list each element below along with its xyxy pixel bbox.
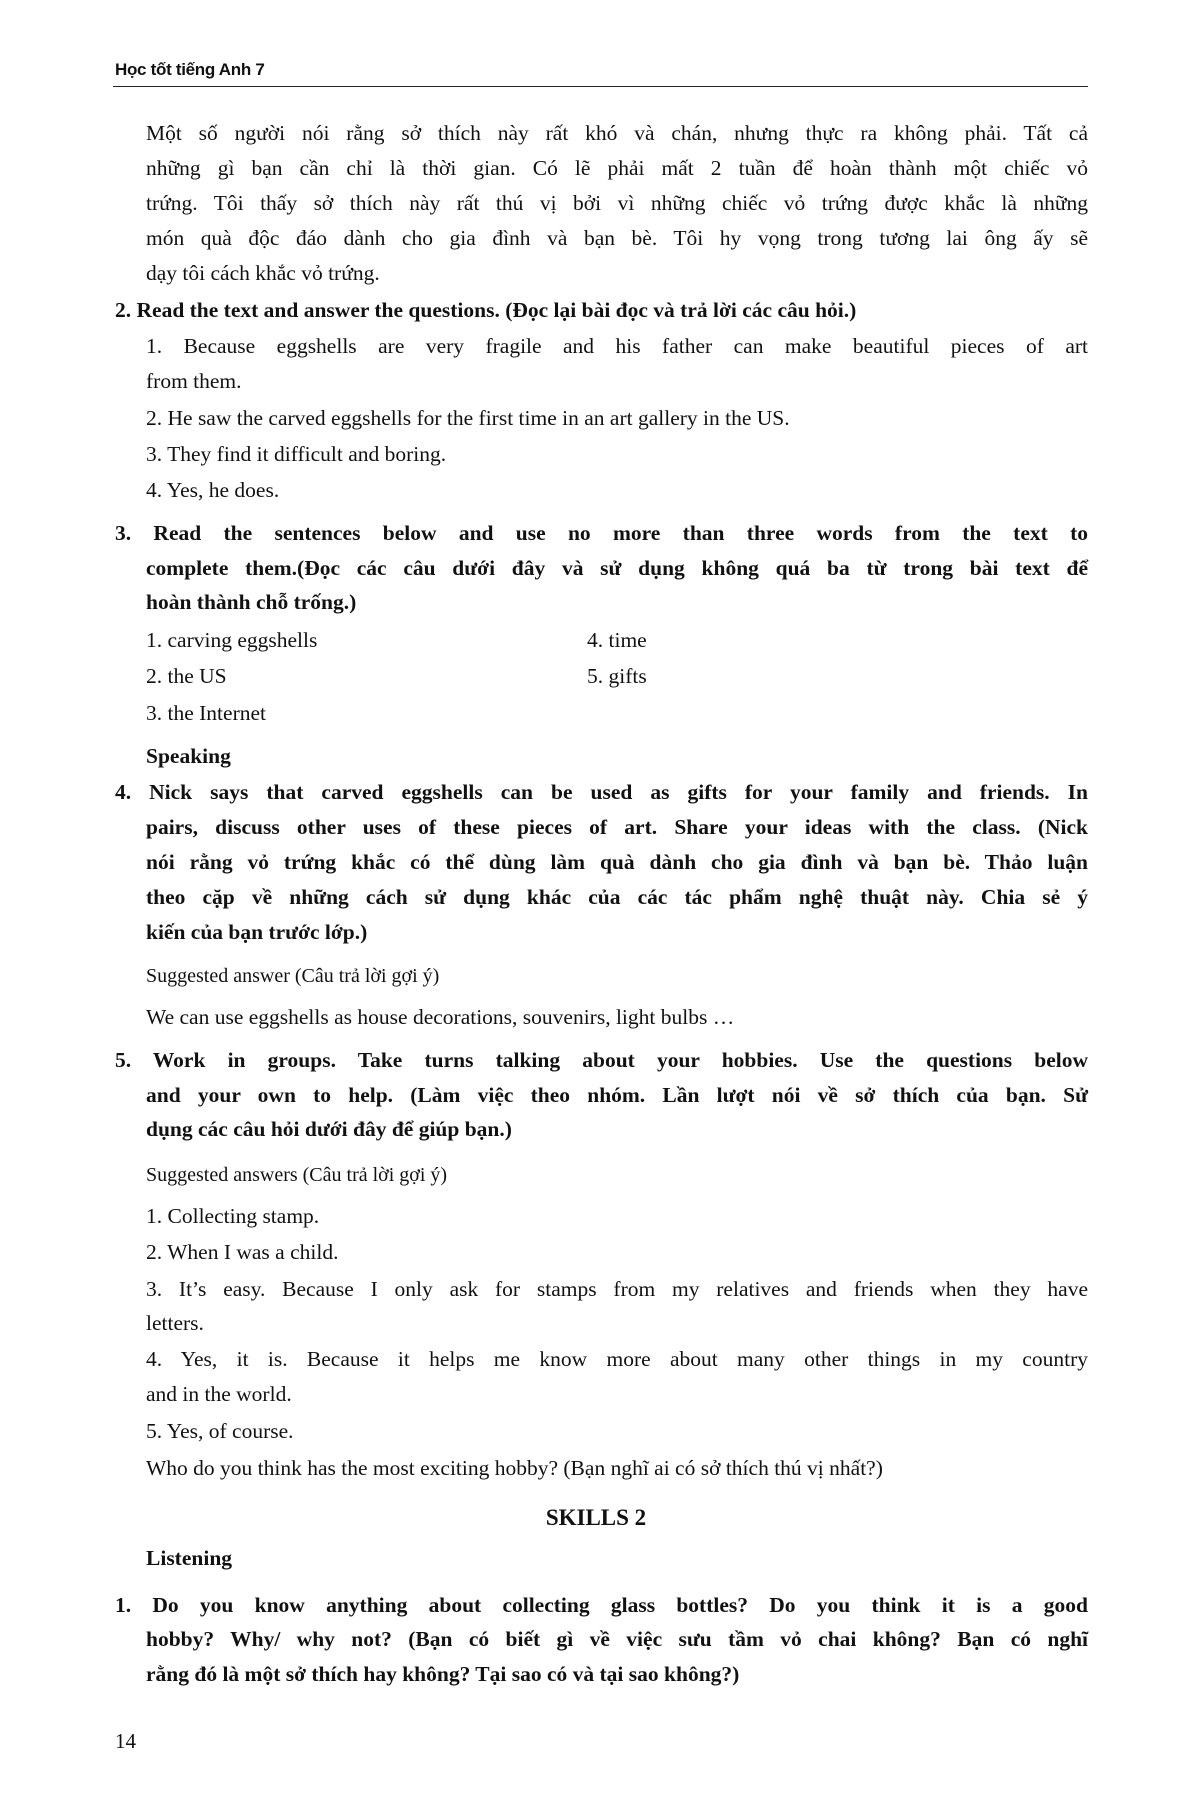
exercise-title: 5. Work in groups. Take turns talking about your hobbies. Use the questions below bbox=[115, 1048, 1088, 1072]
exercise-title: rằng đó là một sở thích hay không? Tại sao có và tại sao không?) bbox=[146, 1662, 740, 1686]
section-heading: SKILLS 2 bbox=[545, 1505, 647, 1530]
listening-heading: Listening bbox=[146, 1546, 233, 1570]
exercise-title: 1. Do you know anything about collecting glass bottles? Do you think it is a good bbox=[115, 1593, 1088, 1617]
answer-line: 5. Yes, of course. bbox=[146, 1419, 294, 1443]
exercise-title: theo cặp về những cách sử dụng khác của các tác phẩm nghệ thuật này. Chia sẻ ý bbox=[146, 885, 1088, 909]
answer-item: 3. the Internet bbox=[146, 701, 266, 725]
answer-line: from them. bbox=[146, 369, 242, 393]
answer-line: 3. It’s easy. Because I only ask for stamps from my relatives and friends when they have bbox=[146, 1277, 1088, 1301]
exercise-title: kiến của bạn trước lớp.) bbox=[146, 920, 368, 944]
answer-line: Who do you think has the most exciting hobby? (Bạn nghĩ ai có sở thích thú vị nhất?) bbox=[146, 1456, 883, 1480]
answer-item: 4. time bbox=[587, 628, 647, 652]
answer-line: 4. Yes, he does. bbox=[146, 478, 280, 502]
answer-line: 4. Yes, it is. Because it helps me know more about many other things in my country bbox=[146, 1347, 1088, 1371]
answer-line: 3. They find it difficult and boring. bbox=[146, 442, 447, 466]
answer-line: 2. When I was a child. bbox=[146, 1240, 339, 1264]
exercise-title: complete them.(Đọc các câu dưới đây và sử dụng không quá ba từ trong bài text để bbox=[146, 556, 1088, 580]
exercise-title: 2. Read the text and answer the questions. (Đọc lại bài đọc và trả lời các câu hỏi.) bbox=[115, 298, 857, 322]
answer-line: letters. bbox=[146, 1311, 204, 1335]
answer-line: 1. Collecting stamp. bbox=[146, 1204, 320, 1228]
exercise-title: 4. Nick says that carved eggshells can be used as gifts for your family and friends. In bbox=[115, 780, 1088, 804]
suggested-label: Suggested answers (Câu trả lời gợi ý) bbox=[146, 1164, 448, 1186]
paragraph-line: món quà độc đáo dành cho gia đình và bạn bè. Tôi hy vọng trong tương lai ông ấy sẽ bbox=[146, 226, 1088, 250]
paragraph-line: trứng. Tôi thấy sở thích này rất thú vị bởi vì những chiếc vỏ trứng được khắc là những bbox=[146, 191, 1088, 215]
answer-item: 1. carving eggshells bbox=[146, 628, 318, 652]
answer-line: 2. He saw the carved eggshells for the first time in an art gallery in the US. bbox=[146, 406, 790, 430]
exercise-title: and your own to help. (Làm việc theo nhóm. Lần lượt nói về sở thích của bạn. Sử bbox=[146, 1083, 1088, 1107]
paragraph-line: dạy tôi cách khắc vỏ trứng. bbox=[146, 261, 380, 285]
paragraph-line: những gì bạn cần chỉ là thời gian. Có lẽ phải mất 2 tuần để hoàn thành một chiếc vỏ bbox=[146, 156, 1088, 180]
suggested-label: Suggested answer (Câu trả lời gợi ý) bbox=[146, 965, 440, 987]
exercise-title: pairs, discuss other uses of these pieces of art. Share your ideas with the class. (Nick bbox=[146, 815, 1088, 839]
answer-line: and in the world. bbox=[146, 1382, 292, 1406]
paragraph-line: Một số người nói rằng sở thích này rất khó và chán, nhưng thực ra không phải. Tất cả bbox=[146, 121, 1088, 145]
page-number: 14 bbox=[115, 1729, 136, 1753]
answer-line: We can use eggshells as house decorations, souvenirs, light bulbs … bbox=[146, 1005, 735, 1029]
exercise-title: 3. Read the sentences below and use no more than three words from the text to bbox=[115, 521, 1088, 545]
exercise-title: hobby? Why/ why not? (Bạn có biết gì về việc sưu tầm vỏ chai không? Bạn có nghĩ bbox=[146, 1627, 1088, 1651]
answer-item: 2. the US bbox=[146, 664, 227, 688]
exercise-title: dụng các câu hỏi dưới đây để giúp bạn.) bbox=[146, 1117, 512, 1141]
exercise-title: hoàn thành chỗ trống.) bbox=[146, 590, 357, 614]
answer-item: 5. gifts bbox=[587, 664, 647, 688]
exercise-title: nói rằng vỏ trứng khắc có thể dùng làm quà dành cho gia đình và bạn bè. Thảo luận bbox=[146, 850, 1088, 874]
header-divider bbox=[113, 86, 1088, 87]
answer-line: 1. Because eggshells are very fragile and his father can make beautiful pieces of art bbox=[146, 334, 1088, 358]
book-title: Học tốt tiếng Anh 7 bbox=[115, 60, 265, 79]
speaking-heading: Speaking bbox=[146, 744, 231, 768]
